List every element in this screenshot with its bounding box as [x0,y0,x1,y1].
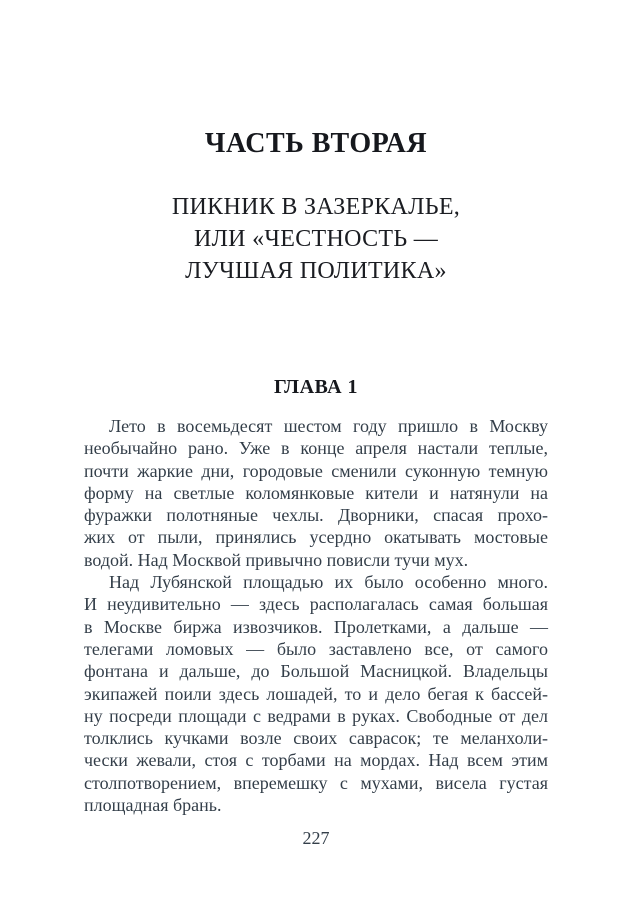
subtitle-line: ЛУЧШАЯ ПОЛИТИКА» [185,258,447,284]
text-line: экипажей поили здесь лошадей, то и дело бегая к бассей- [84,683,548,704]
part-title: ЧАСТЬ ВТОРАЯ [204,128,428,159]
text-line: телегами ломовых — было заставлено все, от самого [84,638,548,659]
text-line: ну посреди площади с ведрами в руках. Свободные от дел [84,705,548,726]
text-line: необычайно рано. Уже в конце апреля настали теплые, [84,438,548,459]
paragraph [84,571,548,816]
chapter-title: ГЛАВА 1 [273,376,359,398]
text-line: столпотворением, вперемешку с мухами, висела густая [84,772,548,793]
part-subtitle [0,191,632,287]
text-line: форму на светлые коломянковые кители и натянули на [84,482,548,503]
body-text [84,415,548,816]
text-line: И неудивительно — здесь располагалась самая большая [84,594,548,615]
text-line: фонтана и дальше, до Большой Масницкой. Владельцы [84,661,548,682]
text-line: Лето в восемьдесят шестом году пришло в Москву [109,416,548,436]
text-line: площадная брань. [84,795,222,816]
text-line: фуражки полотняные чехлы. Дворники, спасая прохо- [84,505,548,526]
subtitle-line: ИЛИ «ЧЕСТНОСТЬ — [193,226,439,252]
text-line: в Москве биржа извозчиков. Пролетками, а дальше — [84,616,548,637]
subtitle-line: ПИКНИК В ЗАЗЕРКАЛЬЕ, [171,194,461,220]
paragraph [84,415,548,571]
text-line: Над Лубянской площадью их было особенно много. [109,572,548,593]
text-line: чески жевали, стоя с торбами на мордах. Над всем этим [84,750,548,771]
text-line: почти жаркие дни, городовые сменили суконную темную [84,460,548,481]
page-number: 227 [302,828,330,848]
text-line: толклись кучками возле своих саврасок; те меланхоли- [84,728,548,749]
text-line: жих от пыли, принялись усердно окатывать мостовые [84,527,548,548]
text-line: водой. Над Москвой привычно повисли тучи мух. [84,549,469,570]
